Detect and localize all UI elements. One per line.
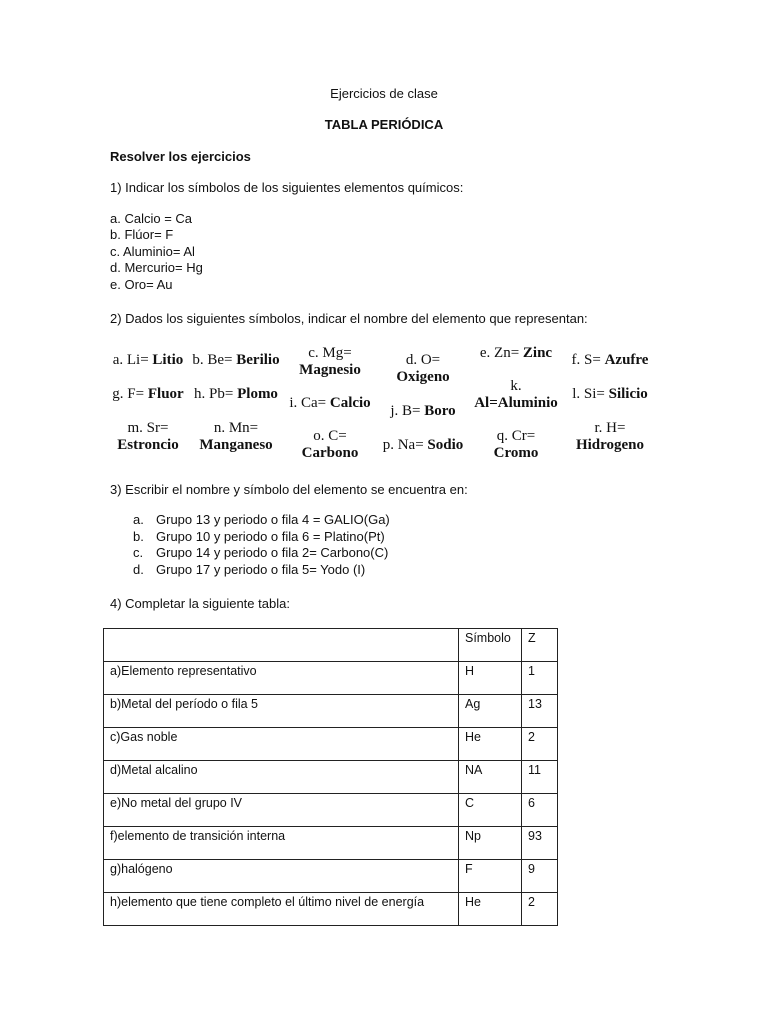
symbol-cell: j. B= Boro bbox=[390, 403, 456, 419]
symbol-cell: g. F= Fluor bbox=[112, 386, 184, 402]
answer: Litio bbox=[152, 352, 184, 368]
table-row bbox=[104, 893, 558, 926]
answer: Berilio bbox=[236, 352, 280, 368]
table-cell: 13 bbox=[522, 695, 558, 728]
symbol-cell: p. Na= Sodio bbox=[382, 437, 464, 453]
table-header-cell: Z bbox=[522, 629, 558, 662]
answer: Al=Aluminio bbox=[474, 395, 558, 411]
answer: Zinc bbox=[522, 345, 553, 361]
table-cell: He bbox=[459, 893, 522, 926]
table-cell: 11 bbox=[522, 761, 558, 794]
symbol-cell: d. O= Oxigeno bbox=[383, 352, 463, 386]
symbol-cell: f. S= Azufre bbox=[571, 352, 649, 368]
table-header-cell: Símbolo bbox=[459, 629, 522, 662]
answer: Manganeso bbox=[199, 437, 273, 453]
list-item: b. Flúor= F bbox=[110, 227, 174, 243]
exercise3-prompt: 3) Escribir el nombre y símbolo del elemento se encuentra en: bbox=[110, 482, 468, 497]
table-cell: 6 bbox=[522, 794, 558, 827]
exercise3-list bbox=[133, 512, 390, 578]
symbol-cell: r. H= Hidrogeno bbox=[566, 420, 654, 454]
answer: Silicio bbox=[608, 386, 648, 402]
symbol-cell: k. Al=Aluminio bbox=[470, 378, 562, 412]
table-cell: g)halógeno bbox=[104, 860, 459, 893]
symbol-cell: c. Mg= Magnesio bbox=[288, 345, 372, 379]
symbol-cell: q. Cr= Cromo bbox=[472, 428, 560, 462]
table-cell: H bbox=[459, 662, 522, 695]
symbol-cell: m. Sr= Estroncio bbox=[108, 420, 188, 454]
table-cell: 1 bbox=[522, 662, 558, 695]
symbol-cell: n. Mn= Manganeso bbox=[188, 420, 284, 454]
table-row bbox=[104, 827, 558, 860]
table-row bbox=[104, 794, 558, 827]
table-cell: 93 bbox=[522, 827, 558, 860]
table-cell: Np bbox=[459, 827, 522, 860]
answer: Hidrogeno bbox=[575, 437, 645, 453]
table-row bbox=[104, 761, 558, 794]
answer: Sodio bbox=[427, 437, 464, 453]
document-subtitle: TABLA PERIÓDICA bbox=[324, 117, 444, 132]
answer: Azufre bbox=[604, 352, 649, 368]
table-row bbox=[104, 695, 558, 728]
table-cell: NA bbox=[459, 761, 522, 794]
answer: Cromo bbox=[493, 445, 539, 461]
symbol-cell: e. Zn= Zinc bbox=[479, 345, 553, 361]
table-header-row bbox=[104, 629, 558, 662]
table-cell: a)Elemento representativo bbox=[104, 662, 459, 695]
table-header-cell bbox=[104, 629, 459, 662]
symbol-cell: i. Ca= Calcio bbox=[289, 395, 371, 411]
list-item: b. Grupo 10 y periodo o fila 6 = Platino(Pt) bbox=[133, 528, 385, 544]
list-item: a. Calcio = Ca bbox=[110, 211, 193, 226]
table-cell: d)Metal alcalino bbox=[104, 761, 459, 794]
table-cell: e)No metal del grupo IV bbox=[104, 794, 459, 827]
answer: Oxigeno bbox=[396, 369, 450, 385]
list-item: e. Oro= Au bbox=[110, 276, 173, 292]
exercise4-prompt: 4) Completar la siguiente tabla: bbox=[110, 596, 290, 611]
table-cell: F bbox=[459, 860, 522, 893]
symbol-cell: a. Li= Litio bbox=[112, 352, 184, 368]
exercise1-prompt: 1) Indicar los símbolos de los siguientes elementos químicos: bbox=[110, 180, 464, 195]
list-item: d. Grupo 17 y periodo o fila 5= Yodo (I) bbox=[133, 561, 366, 577]
symbol-cell: b. Be= Berilio bbox=[192, 352, 280, 368]
document-title: Ejercicios de clase bbox=[330, 86, 438, 101]
elements-table bbox=[103, 628, 558, 926]
list-item: d. Mercurio= Hg bbox=[110, 260, 203, 276]
symbol-cell: o. C= Carbono bbox=[288, 428, 372, 462]
symbol-cell: h. Pb= Plomo bbox=[194, 386, 278, 402]
answer: Plomo bbox=[237, 386, 278, 402]
symbol-cell: l. Si= Silicio bbox=[572, 386, 648, 402]
table-row bbox=[104, 728, 558, 761]
table-cell: 2 bbox=[522, 728, 558, 761]
table-cell: 2 bbox=[522, 893, 558, 926]
instructions: Resolver los ejercicios bbox=[110, 149, 251, 164]
exercise2-prompt: 2) Dados los siguientes símbolos, indicar el nombre del elemento que representan: bbox=[110, 311, 588, 326]
table-cell: f)elemento de transición interna bbox=[104, 827, 459, 860]
table-cell: c)Gas noble bbox=[104, 728, 459, 761]
answer: Fluor bbox=[147, 386, 184, 402]
list-item: c. Aluminio= Al bbox=[110, 243, 195, 259]
table-cell: h)elemento que tiene completo el último nivel de energía bbox=[104, 893, 459, 926]
answer: Boro bbox=[424, 403, 456, 419]
table-cell: Ag bbox=[459, 695, 522, 728]
table-cell: 9 bbox=[522, 860, 558, 893]
table-row bbox=[104, 860, 558, 893]
table-row bbox=[104, 662, 558, 695]
answer: Calcio bbox=[329, 395, 371, 411]
answer: Estroncio bbox=[117, 437, 179, 453]
list-item: c. Grupo 14 y periodo o fila 2= Carbono(C) bbox=[133, 545, 389, 561]
table-cell: C bbox=[459, 794, 522, 827]
answer: Carbono bbox=[301, 445, 359, 461]
table-cell: b)Metal del período o fila 5 bbox=[104, 695, 459, 728]
table-cell: He bbox=[459, 728, 522, 761]
list-item: a. Grupo 13 y periodo o fila 4 = GALIO(Ga) bbox=[133, 512, 390, 527]
answer: Magnesio bbox=[299, 362, 361, 378]
